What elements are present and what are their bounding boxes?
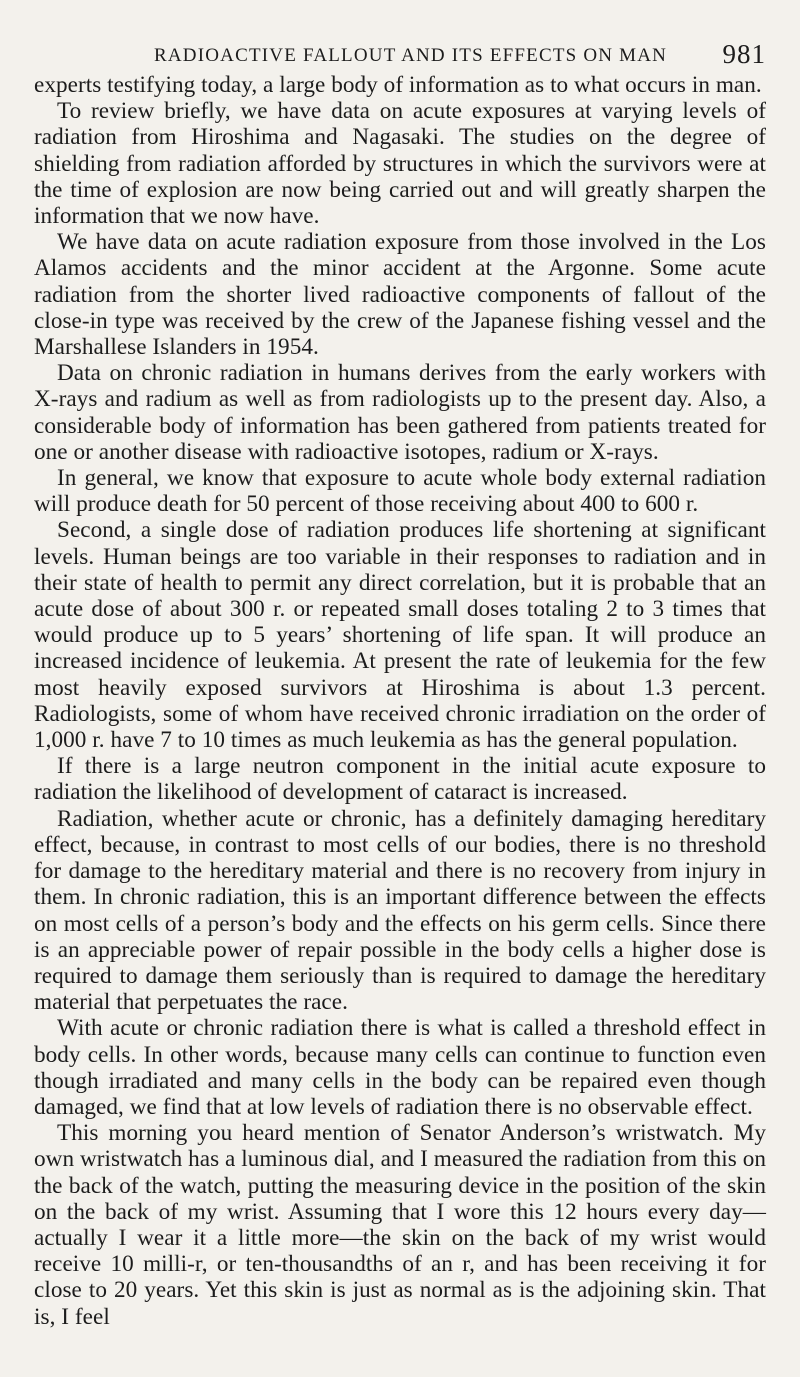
body-text [34, 72, 766, 1330]
page-header [34, 0, 766, 69]
paragraph: experts testifying today, a large body of information as to what occurs in man. [34, 72, 762, 98]
paragraph: To review briefly, we have data on acute exposures at varying levels of radiation from Hiroshima and Nagasaki. The studies on the degree of shielding from radiation afforded by structures in which the survivors were at the time of explosion are now being carried out and will greatly sharpen the information that we now have. [34, 98, 766, 230]
running-head: RADIOACTIVE FALLOUT AND ITS EFFECTS ON MAN [154, 45, 668, 66]
paragraph: In general, we know that exposure to acute whole body external radiation will produce death for 50 percent of those receiving about 400 to 600 r. [34, 465, 766, 518]
paragraph: Data on chronic radiation in humans derives from the early workers with X-rays and radium as well as from radiologists up to the present day. Also, a considerable body of information has been gathered from patients treated for one or another disease with radioactive isotopes, radium or X-rays. [34, 360, 766, 465]
paragraph: If there is a large neutron component in the initial acute exposure to radiation the likelihood of development of cataract is increased. [34, 753, 766, 806]
paragraph: With acute or chronic radiation there is what is called a threshold effect in body cells. In other words, because many cells can continue to function even though irradiated and many cells in the body can be repaired even though damaged, we find that at low levels of radiation there is no observable effect. [34, 1015, 766, 1120]
paragraph: We have data on acute radiation exposure from those involved in the Los Alamos accidents and the minor accident at the Argonne. Some acute radiation from the shorter lived radioactive components of fallout of the close-in type was received by the crew of the Japanese fishing vessel and the Marshallese Islanders in 1954. [34, 229, 766, 361]
paragraph: Radiation, whether acute or chronic, has a definitely damaging hereditary effect, because, in contrast to most cells of our bodies, there is no threshold for damage to the hereditary material and there is no recovery from injury in them. In chronic radiation, this is an important difference between the effects on most cells of a person’s body and the effects on his germ cells. Since there is an appreciable power of repair possible in the body cells a higher dose is required to damage them seriously than is required to damage the hereditary material that perpetuates the race. [34, 805, 766, 1016]
paragraph: This morning you heard mention of Senator Anderson’s wristwatch. My own wristwatch has a luminous dial, and I measured the radiation from this on the back of the watch, putting the measuring device in the position of the skin on the back of my wrist. Assuming that I wore this 12 hours every day—actually I wear it a little more—the skin on the back of my wrist would receive 10 milli-r, or ten-thousandths of an r, and has been receiving it for close to 20 years. Yet this skin is just as normal as is the adjoining skin. That is, I feel [34, 1120, 766, 1330]
paragraph: Second, a single dose of radiation produces life shortening at significant levels. Human beings are too variable in their responses to radiation and in their state of health to permit any direct correlation, but it is probable that an acute dose of about 300 r. or repeated small doses totaling 2 to 3 times that would produce up to 5 years’ shortening of life span. It will produce an increased incidence of leukemia. At present the rate of leukemia for the few most heavily exposed survivors at Hiroshima is about 1.3 percent. Radiologists, some of whom have received chronic irradiation on the order of 1,000 r. have 7 to 10 times as much leukemia as has the general population. [34, 517, 766, 754]
page-number: 981 [722, 39, 766, 69]
